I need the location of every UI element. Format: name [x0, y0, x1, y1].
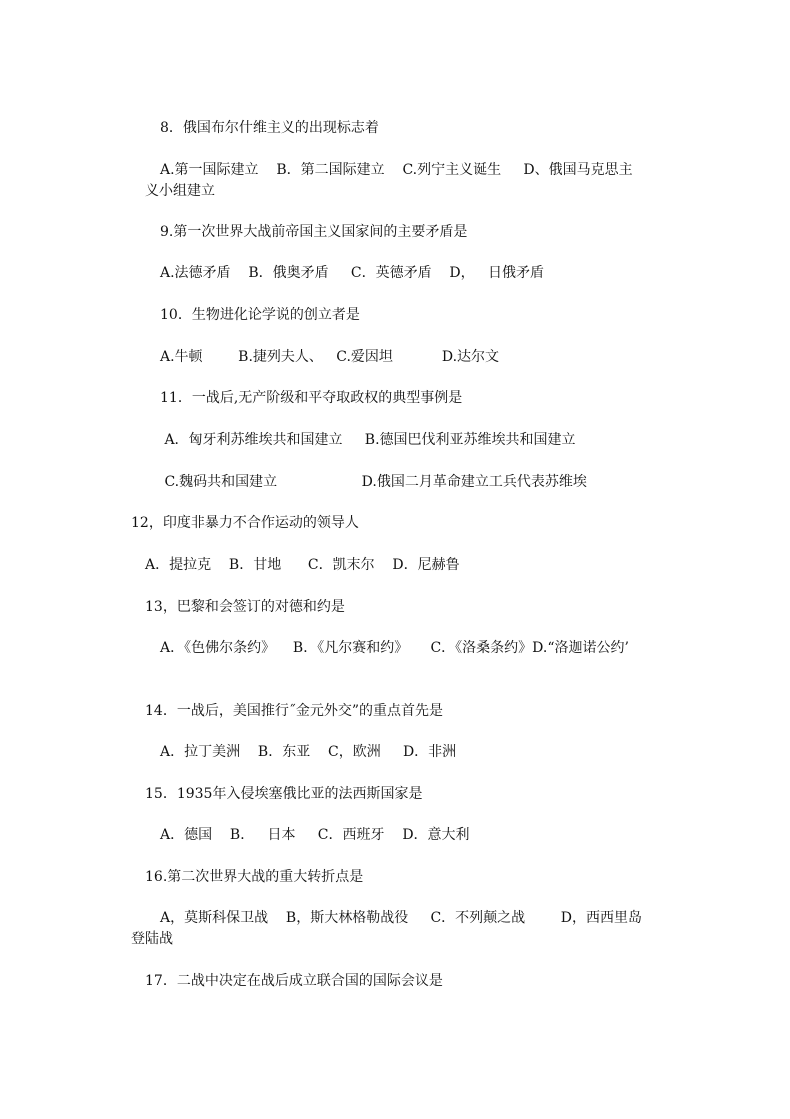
question-11-stem: 11．一战后,无产阶级和平夺取政权的典型事例是	[160, 390, 463, 406]
question-16-options: A，莫斯科保卫战 B，斯大林格勒战役 C．不列颠之战 D，西西里岛	[160, 910, 642, 926]
question-11-options: A．匈牙利苏维埃共和国建立 B.德国巴伐利亚苏维埃共和国建立	[160, 432, 576, 448]
question-15-options: A．德国 B． 日本 C．西班牙 D．意大利	[160, 827, 470, 843]
question-14-stem: 14．一战后，美国推行˝金元外交”的重点首先是	[145, 703, 443, 719]
question-9-options: A.法德矛盾 B．俄奥矛盾 C．英德矛盾 D， 日俄矛盾	[160, 265, 544, 281]
question-16-stem: 16.第二次世界大战的重大转折点是	[145, 869, 364, 885]
question-8-options-cont: 义小组建立	[145, 183, 215, 199]
question-12-options: A．提拉克 B．甘地 C．凯末尔 D．尼赫鲁	[145, 557, 460, 573]
question-8-stem: 8．俄国布尔什维主义的出现标志着	[160, 120, 379, 136]
question-8-options: A.第一国际建立 B．第二国际建立 C.列宁主义诞生 D、俄国马克思主	[160, 162, 633, 178]
question-13-options: A．《色佛尔条约》 B．《凡尔赛和约》 C．《洛桑条约》D.“洛迦诺公约’	[160, 640, 629, 656]
question-9-stem: 9.第一次世界大战前帝国主义国家间的主要矛盾是	[160, 224, 468, 240]
question-13-stem: 13，巴黎和会签订的对德和约是	[145, 599, 345, 615]
question-15-stem: 15．1935年入侵埃塞俄比亚的法西斯国家是	[145, 786, 423, 802]
question-17-stem: 17．二战中决定在战后成立联合国的国际会议是	[145, 973, 443, 989]
question-16-options-cont: 登陆战	[131, 931, 173, 947]
question-10-stem: 10．生物进化论学说的创立者是	[160, 307, 360, 323]
question-11-options-cont: C.魏码共和国建立 D.俄国二月革命建立工兵代表苏维埃	[160, 474, 587, 490]
question-10-options: A.牛顿 B.捷列夫人、 C.爱因坦 D.达尔文	[160, 349, 500, 365]
question-14-options: A．拉丁美洲 B．东亚 C，欧洲 D．非洲	[160, 744, 457, 760]
question-12-stem: 12，印度非暴力不合作运动的领导人	[131, 515, 359, 531]
